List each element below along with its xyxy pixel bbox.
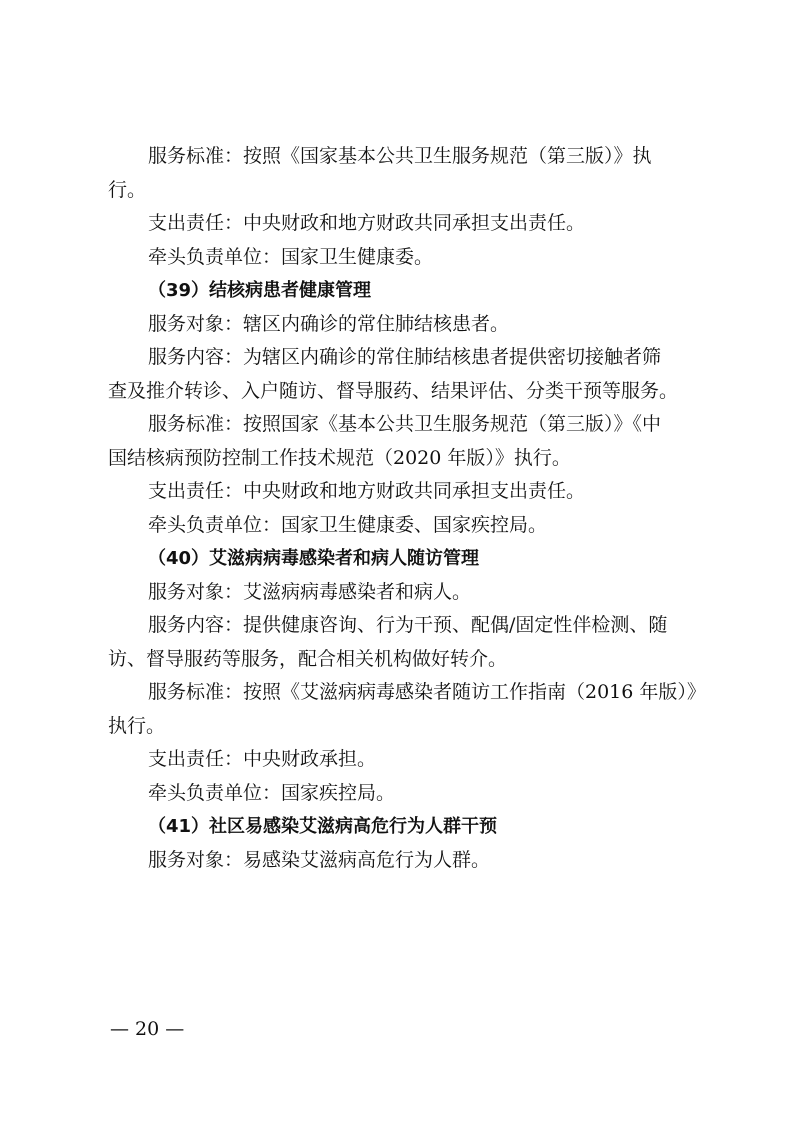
section-heading: （41）社区易感染艾滋病高危行为人群干预 — [148, 816, 498, 837]
text-line: 服务对象：辖区内确诊的常住肺结核患者。 — [148, 312, 510, 335]
text-line: 支出责任：中央财政和地方财政共同承担支出责任。 — [148, 212, 586, 234]
text-line: 支出责任：中央财政承担。 — [148, 748, 377, 770]
text-line: 访、督导服药等服务，配合相关机构做好转介。 — [108, 647, 508, 670]
document-body — [108, 140, 706, 877]
text-line: 服务内容：为辖区内确诊的常住肺结核患者提供密切接触者筛 — [148, 346, 662, 368]
text-line: 牵头负责单位：国家卫生健康委、国家疾控局。 — [148, 513, 548, 536]
text-line: 服务对象：易感染艾滋病高危行为人群。 — [148, 848, 491, 871]
text-line: 国结核病预防控制工作技术规范（2020 年版）》执行。 — [108, 446, 571, 469]
text-line: 行。 — [108, 178, 147, 201]
section-heading: （39）结核病患者健康管理 — [148, 280, 372, 301]
text-line: 服务标准：按照国家《基本公共卫生服务规范（第三版）》《中 — [148, 413, 662, 435]
text-line: 牵头负责单位：国家卫生健康委。 — [148, 245, 434, 268]
text-line: 服务对象：艾滋病病毒感染者和病人。 — [148, 580, 472, 603]
page-number: — 20 — — [110, 1018, 185, 1040]
text-line: 牵头负责单位：国家疾控局。 — [148, 781, 396, 804]
text-line: 服务标准：按照《国家基本公共卫生服务规范（第三版）》执 — [148, 145, 652, 167]
text-line: 服务内容：提供健康咨询、行为干预、配偶/固定性伴检测、随 — [148, 614, 668, 636]
section-heading: （40）艾滋病病毒感染者和病人随访管理 — [148, 548, 480, 569]
text-line: 支出责任：中央财政和地方财政共同承担支出责任。 — [148, 480, 586, 502]
text-line: 服务标准：按照《艾滋病病毒感染者随访工作指南（2016 年版）》 — [148, 681, 706, 703]
text-line: 执行。 — [108, 714, 166, 737]
text-line: 查及推介转诊、入户随访、督导服药、结果评估、分类干预等服务。 — [108, 379, 679, 402]
